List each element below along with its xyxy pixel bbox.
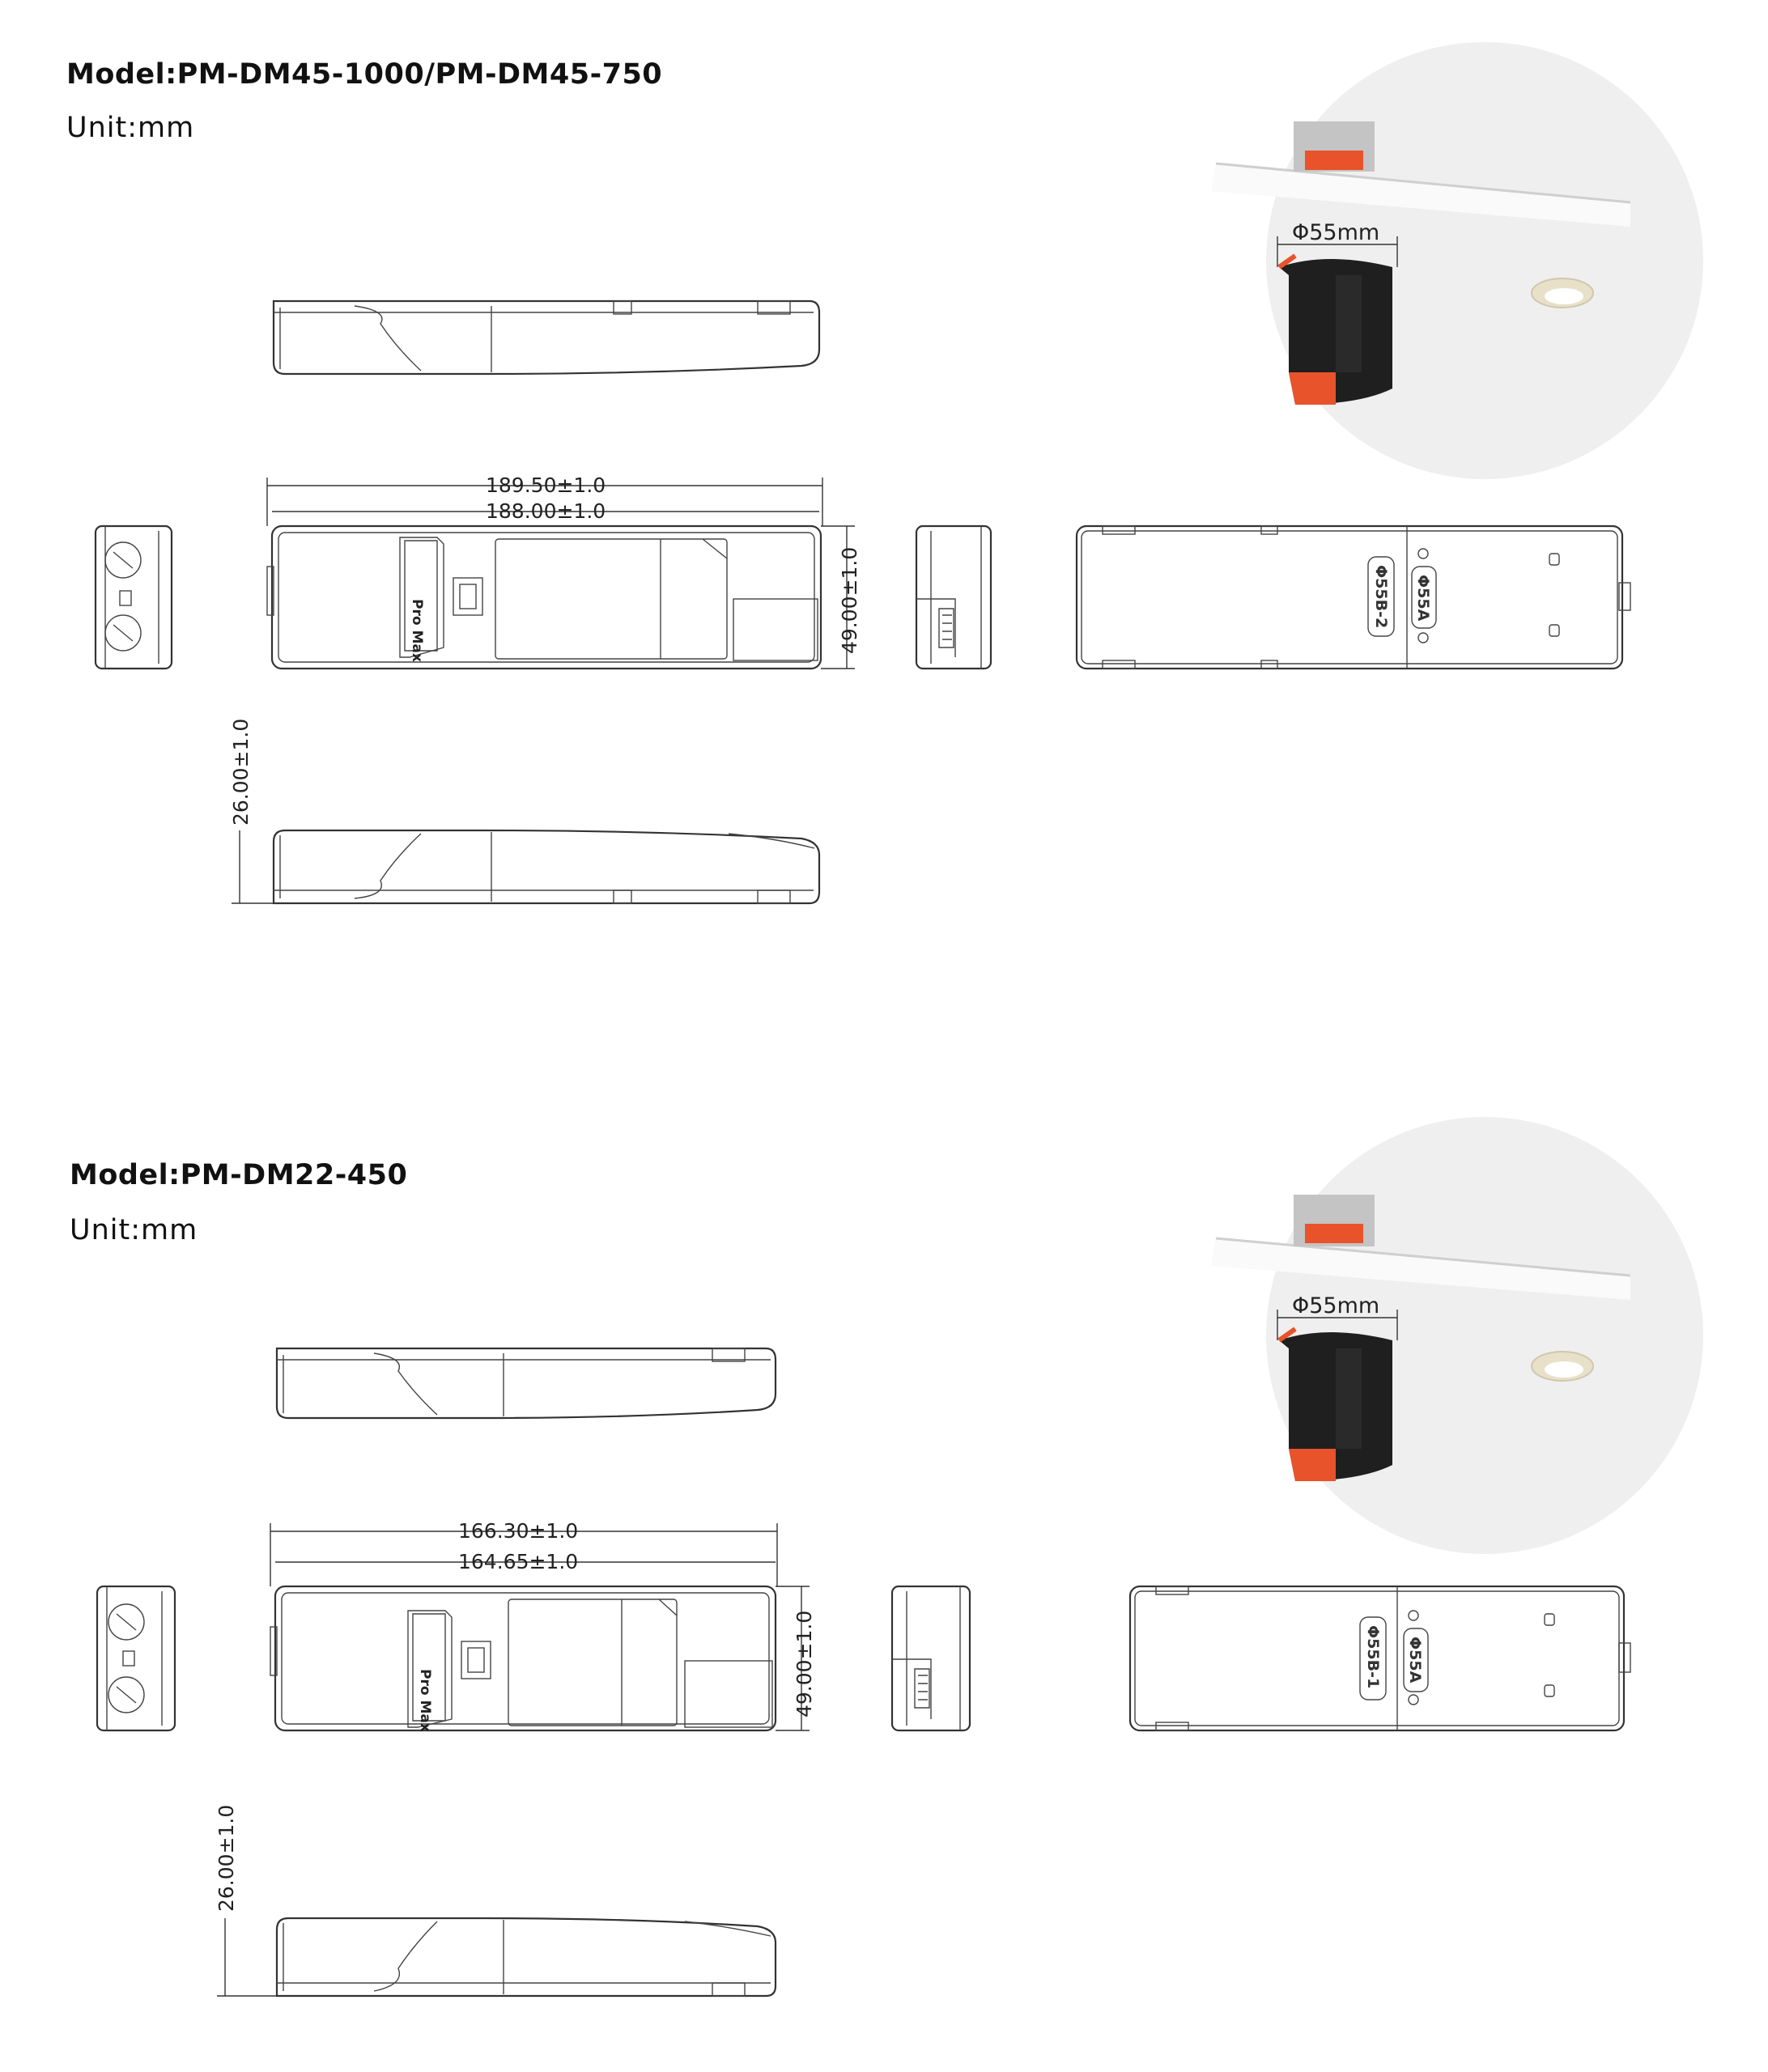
- left-end-view-2: [97, 1586, 175, 1730]
- installation-photo-2: [1211, 1117, 1703, 1554]
- outer-length-label-2: 166.30±1.0: [458, 1519, 579, 1543]
- height-label-2: 26.00±1.0: [215, 1804, 238, 1912]
- unit-label-1: Unit:mm: [66, 112, 195, 144]
- front-view-1: [267, 526, 821, 669]
- brand-label-2: Pro Max: [417, 1669, 433, 1732]
- unit-label-2: Unit:mm: [70, 1214, 198, 1246]
- inner-length-label-2: 164.65±1.0: [458, 1550, 579, 1573]
- width-label-2: 49.00±1.0: [793, 1610, 816, 1717]
- bottom-view-2: [277, 1918, 776, 1996]
- cutout-label-1: Φ55mm: [1292, 220, 1380, 245]
- front-view-2: [270, 1586, 776, 1732]
- bottom-view-1: [274, 830, 819, 903]
- model-title-2: Model:PM-DM22-450: [70, 1159, 408, 1191]
- outer-length-label-1: 189.50±1.0: [486, 473, 606, 497]
- top-view-2: [277, 1348, 776, 1418]
- badge-b-2: Φ55B-1: [1364, 1625, 1382, 1689]
- height-label-1: 26.00±1.0: [229, 718, 253, 826]
- dimension-inner-length-2: [275, 1550, 776, 1573]
- dimension-height-2: [215, 1805, 277, 1996]
- width-label-1: 49.00±1.0: [838, 546, 861, 654]
- badge-a-1: Φ55A: [1414, 575, 1432, 622]
- installation-photo-1: [1211, 42, 1703, 479]
- dimension-height-1: [229, 719, 274, 903]
- badge-a-2: Φ55A: [1406, 1637, 1424, 1684]
- right-end-view-1: [916, 526, 991, 669]
- top-view-1: [274, 301, 819, 374]
- brand-label-1: Pro Max: [409, 599, 425, 662]
- model-title-1: Model:PM-DM45-1000/PM-DM45-750: [66, 58, 663, 91]
- cutout-label-2: Φ55mm: [1292, 1293, 1380, 1318]
- inner-length-label-1: 188.00±1.0: [486, 499, 606, 523]
- back-view-1: [1077, 526, 1630, 669]
- back-view-2: [1130, 1586, 1630, 1730]
- dimension-inner-length-1: [272, 499, 819, 523]
- dimension-width-2: [776, 1586, 816, 1730]
- left-end-view-1: [96, 526, 172, 669]
- dimension-width-1: [821, 526, 861, 669]
- right-end-view-2: [892, 1586, 970, 1730]
- badge-b-1: Φ55B-2: [1372, 565, 1390, 629]
